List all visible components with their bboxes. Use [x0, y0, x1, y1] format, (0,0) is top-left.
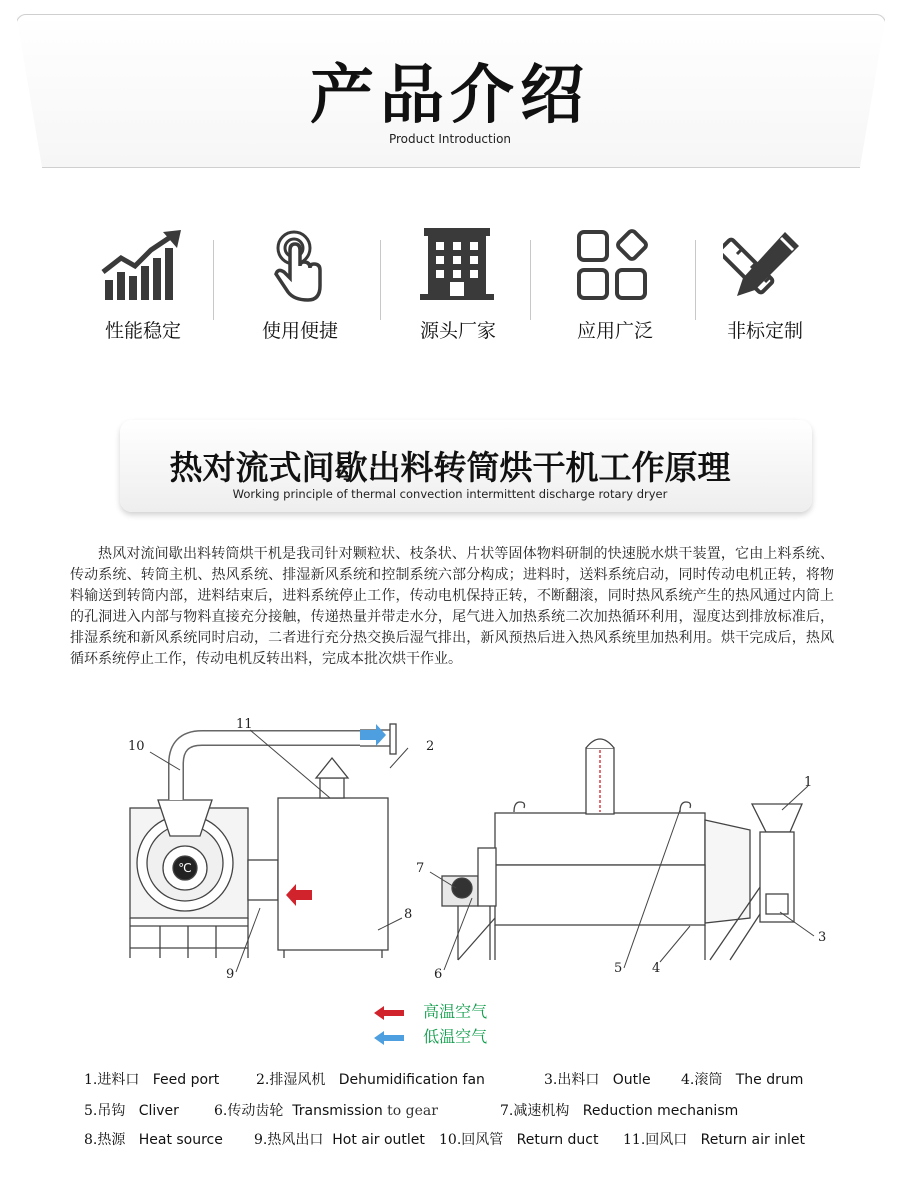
part-6: 6.传动齿轮 Transmission to gear [214, 1103, 438, 1119]
temperature-symbol: ℃ [178, 861, 192, 875]
legend-low-temp [374, 1024, 487, 1047]
section-subtitle: Working principle of thermal convection intermittent discharge rotary dryer [232, 487, 668, 501]
blue-arrow-icon [374, 1031, 404, 1045]
callout-2: 2 [426, 739, 435, 754]
feature-stable [68, 228, 218, 343]
part-1: 1.进料口 Feed port [84, 1072, 220, 1088]
part-4: 4.滚筒 The drum [681, 1072, 804, 1088]
feature-label: 性能稳定 [104, 320, 181, 342]
divider [530, 240, 531, 320]
touch-hand-icon [258, 228, 342, 302]
callout-10: 10 [128, 739, 145, 754]
callout-7: 7 [416, 861, 425, 876]
feature-label: 应用广泛 [576, 320, 653, 342]
part-10: 10.回风管 Return duct [439, 1132, 599, 1148]
callout-9: 9 [226, 967, 235, 978]
description-paragraph: 热风对流间歇出料转筒烘干机是我司针对颗粒状、枝条状、片状等固体物料研制的快速脱水烘干装置，它由上料系统、传动系统、转筒主机、热风系统、排湿新风系统和控制系统六部分构成；进料时，送料系统启动，同时传动电机正转，将物料输送到转筒内部，进料结束后，进料系统停止工作，传动电机保持正转，不断翻滚，同时热风系统产生的热风通过内筒上的孔洞进入内部与物料直接充分接触，传递热量并带走水分，尾气进入加热系统二次加热循环利用，湿度达到排放标准后，排湿系统和新风系统同时启动，二者进行充分热交换后湿气排出，新风预热后进入热风系统里加热利用。烘干完成后，热风循环系统停止工作，传动电机反转出料，完成本批次烘干作业。 [70, 546, 834, 667]
legend-label: 低温空气 [423, 1027, 488, 1046]
page-subtitle: Product Introduction [388, 132, 512, 146]
callout-4: 4 [652, 961, 661, 976]
red-arrow-icon [374, 1006, 404, 1020]
callout-3: 3 [818, 930, 827, 945]
dryer-diagram [90, 708, 830, 978]
callout-1: 1 [804, 775, 813, 790]
callout-5: 5 [614, 961, 623, 976]
part-11: 11.回风口 Return air inlet [623, 1132, 805, 1148]
feature-custom [690, 228, 840, 343]
part-8: 8.热源 Heat source [84, 1132, 223, 1148]
legend-label: 高温空气 [423, 1002, 488, 1021]
divider [213, 240, 214, 320]
part-9: 9.热风出口 Hot air outlet [254, 1132, 425, 1148]
bar-chart-growth-icon [101, 228, 185, 302]
feature-factory [383, 228, 533, 343]
part-5: 5.吊钩 Cliver [84, 1103, 179, 1119]
feature-easy [225, 228, 375, 343]
low-temp-air-arrow [360, 724, 386, 746]
building-icon [416, 228, 500, 302]
feature-label: 源头厂家 [419, 320, 496, 342]
feature-label: 非标定制 [726, 320, 803, 342]
callout-6: 6 [434, 967, 443, 978]
callout-11: 11 [236, 717, 253, 732]
feature-label: 使用便捷 [261, 320, 338, 342]
feature-wide-use [540, 228, 690, 343]
part-7: 7.减速机构 Reduction mechanism [500, 1103, 739, 1119]
front-view [130, 724, 396, 958]
section-title: 热对流式间歇出料转筒烘干机工作原理 [169, 448, 731, 487]
pencil-ruler-icon [723, 228, 807, 302]
part-2: 2.排湿风机 Dehumidification fan [256, 1072, 485, 1088]
part-3: 3.出料口 Outle [544, 1072, 651, 1088]
divider [380, 240, 381, 320]
apps-grid-icon [573, 228, 657, 302]
page-title: 产品介绍 [310, 59, 590, 133]
side-view [442, 739, 802, 960]
callout-8: 8 [404, 907, 413, 922]
legend-high-temp [374, 999, 487, 1022]
